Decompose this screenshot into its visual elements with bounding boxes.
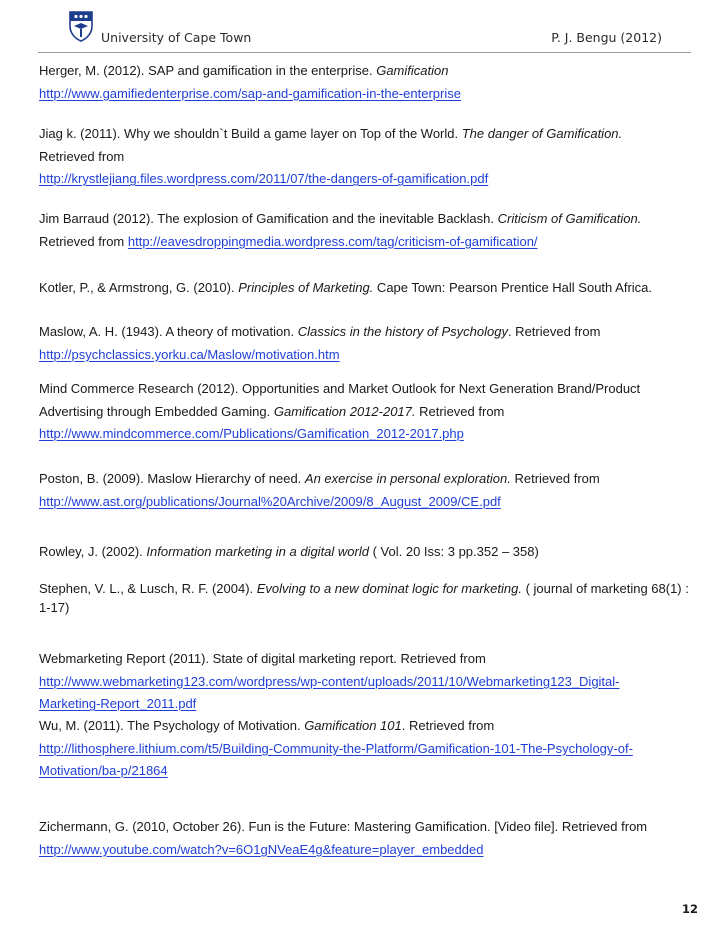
reference-link[interactable]: http://psychclassics.yorku.ca/Maslow/motivation.htm: [39, 346, 340, 362]
reference-link[interactable]: http://lithosphere.lithium.com/t5/Building-Community-the-Platform/Gamification-101-The-Psychology-of-: [39, 740, 633, 756]
reference-item: [39, 208, 699, 253]
reference-italic: The danger of Gamification.: [461, 126, 623, 141]
header-author: P. J. Bengu (2012): [551, 30, 662, 45]
page-header: [0, 0, 728, 60]
reference-italic: Criticism of Gamification.: [497, 211, 642, 226]
reference-item: [39, 123, 699, 191]
reference-item: [39, 715, 699, 783]
reference-italic: Principles of Marketing.: [238, 280, 374, 295]
reference-link[interactable]: http://eavesdroppingmedia.wordpress.com/tag/criticism-of-gamification/: [127, 233, 538, 249]
reference-link[interactable]: Marketing-Report_2011.pdf: [39, 696, 197, 711]
reference-italic: Classics in the history of Psychology: [297, 324, 508, 339]
reference-italic: Gamification 2012-2017.: [273, 403, 416, 419]
reference-text: Retrieved from: [39, 233, 128, 249]
reference-link[interactable]: http://www.youtube.com/watch?v=6O1gNVeaE4g&feature=player_embedded: [39, 841, 484, 857]
reference-text: Retrieved from: [39, 148, 125, 164]
reference-text: Zichermann, G. (2010, October 26). Fun is the Future: Mastering Gamification. [Video file]. Retrieved from: [39, 819, 648, 834]
reference-text: Rowley, J. (2002).: [39, 544, 147, 559]
reference-italic: Evolving to a new dominat logic for marketing.: [256, 581, 522, 596]
reference-link[interactable]: http://www.ast.org/publications/Journal%20Archive/2009/8_August_2009/CE.pdf: [39, 493, 501, 509]
reference-item: [39, 541, 699, 564]
reference-link[interactable]: Motivation/ba-p/21864: [39, 763, 168, 778]
reference-text: Mind Commerce Research (2012). Opportunities and Market Outlook for Next Generation Brand/Product Advertising through Embedded Gaming.: [39, 381, 641, 419]
reference-text: Jiag k. (2011). Why we shouldn`t Build a game layer on Top of the World.: [39, 126, 462, 141]
reference-text: ( Vol. 20 Iss: 3 pp.352 – 358): [368, 544, 539, 559]
reference-item: [39, 277, 699, 300]
reference-text: . Retrieved from: [507, 324, 601, 339]
reference-item: [39, 816, 699, 861]
reference-item: [39, 648, 699, 716]
reference-text: Wu, M. (2011). The Psychology of Motivation.: [39, 718, 305, 733]
reference-link[interactable]: http://krystlejiang.files.wordpress.com/2011/07/the-dangers-of-gamification.pdf: [39, 171, 489, 186]
reference-link[interactable]: http://www.gamifiedenterprise.com/sap-and-gamification-in-the-enterprise: [39, 85, 461, 101]
reference-text: Kotler, P., & Armstrong, G. (2010).: [39, 280, 239, 295]
reference-text: Webmarketing Report (2011). State of digital marketing report. Retrieved from: [39, 651, 486, 666]
university-crest-logo: [68, 10, 94, 42]
header-institution: University of Cape Town: [101, 30, 252, 45]
reference-italic: Information marketing in a digital world: [146, 544, 369, 559]
reference-italic: An exercise in personal exploration.: [304, 471, 511, 486]
reference-text: Stephen, V. L., & Lusch, R. F. (2004).: [39, 581, 257, 596]
reference-link[interactable]: http://www.mindcommerce.com/Publications/Gamification_2012-2017.php: [39, 426, 464, 441]
header-divider: [38, 52, 691, 53]
reference-text: Cape Town: Pearson Prentice Hall South Africa.: [373, 280, 652, 295]
reference-italic: Gamification: [376, 63, 449, 78]
reference-text: ( journal of marketing 68(1) : 1-17): [39, 581, 689, 615]
reference-text: Maslow, A. H. (1943). A theory of motivation.: [39, 324, 298, 339]
reference-text: . Retrieved from: [401, 718, 495, 733]
reference-text: Retrieved from: [415, 403, 505, 419]
reference-text: Herger, M. (2012). SAP and gamification in the enterprise.: [39, 63, 377, 78]
reference-italic: Gamification 101: [304, 718, 402, 733]
reference-link[interactable]: http://www.webmarketing123.com/wordpress/wp-content/uploads/2011/10/Webmarketing123_Digital-: [39, 673, 620, 689]
reference-item: [39, 579, 699, 617]
reference-item: [39, 378, 699, 446]
reference-item: [39, 60, 699, 105]
page-number: 12: [681, 902, 698, 916]
reference-text: Retrieved from: [510, 471, 600, 486]
reference-item: [39, 321, 699, 366]
reference-text: Jim Barraud (2012). The explosion of Gamification and the inevitable Backlash.: [39, 211, 498, 226]
reference-item: [39, 468, 699, 513]
reference-text: Poston, B. (2009). Maslow Hierarchy of need.: [39, 471, 305, 486]
